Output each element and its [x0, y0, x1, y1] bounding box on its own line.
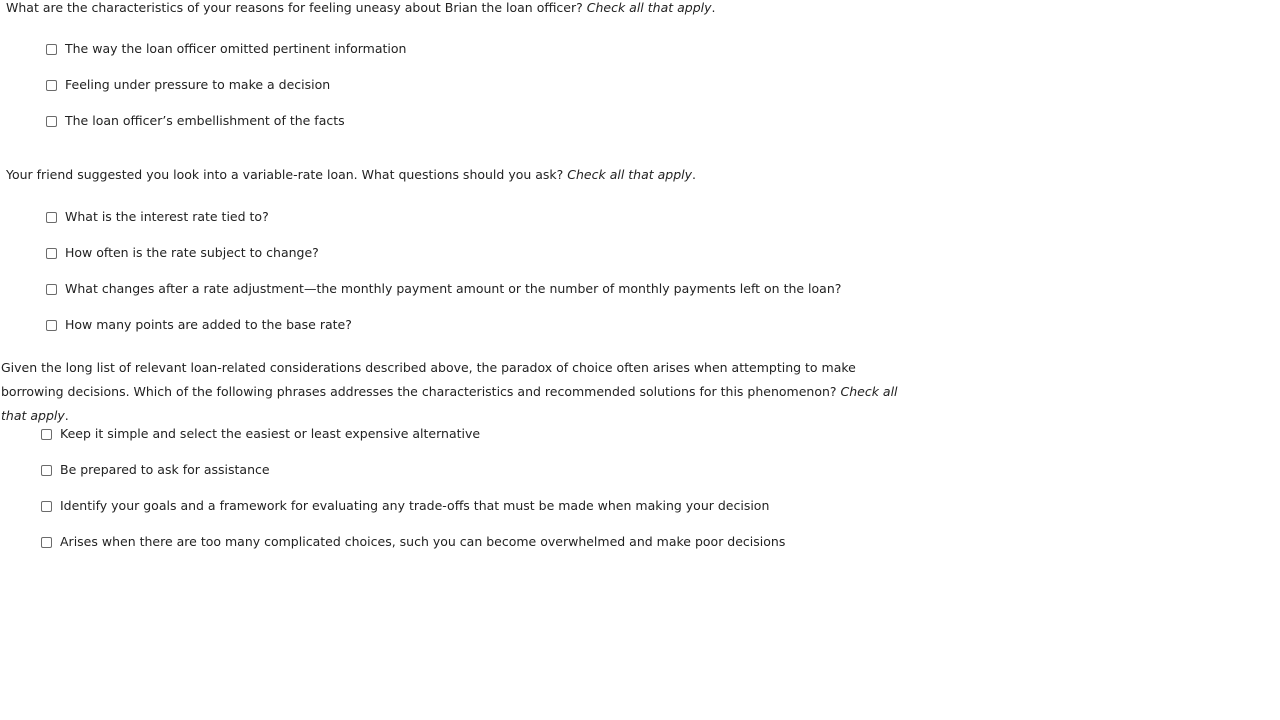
question-2-prompt: [6, 167, 696, 183]
question-2-text: Your friend suggested you look into a variable-rate loan. What questions should you ask?: [6, 167, 568, 182]
q3-option-3-checkbox[interactable]: [41, 501, 52, 512]
question-1-instruction: Check all that apply: [586, 0, 712, 15]
q1-option-1-label[interactable]: The way the loan officer omitted pertinent information: [65, 41, 407, 56]
q2-option-2[interactable]: [46, 245, 319, 261]
q1-option-2-label[interactable]: Feeling under pressure to make a decision: [65, 77, 331, 92]
q1-option-3-label[interactable]: The loan officer’s embellishment of the facts: [65, 113, 345, 128]
q2-option-1-label[interactable]: What is the interest rate tied to?: [65, 209, 269, 224]
q1-option-3[interactable]: [46, 113, 345, 129]
q2-option-1[interactable]: [46, 209, 269, 225]
q1-option-1-checkbox[interactable]: [46, 44, 57, 55]
q3-option-2[interactable]: [41, 462, 270, 478]
q2-option-4-checkbox[interactable]: [46, 320, 57, 331]
q3-option-1-label[interactable]: Keep it simple and select the easiest or least expensive alternative: [60, 426, 481, 441]
q2-option-3[interactable]: [46, 281, 841, 297]
q1-option-2-checkbox[interactable]: [46, 80, 57, 91]
q3-option-4[interactable]: [41, 534, 785, 550]
question-3-instruction: Check all that apply: [1, 384, 898, 423]
q2-option-4[interactable]: [46, 317, 352, 333]
q3-option-3[interactable]: [41, 498, 769, 514]
q2-option-3-label[interactable]: What changes after a rate adjustment—the monthly payment amount or the number of monthly payments left on the loan?: [65, 281, 842, 296]
q3-option-4-checkbox[interactable]: [41, 537, 52, 548]
q2-option-3-checkbox[interactable]: [46, 284, 57, 295]
q2-option-2-checkbox[interactable]: [46, 248, 57, 259]
question-1-period: .: [711, 0, 716, 15]
q3-option-1-checkbox[interactable]: [41, 429, 52, 440]
q3-option-4-label[interactable]: Arises when there are too many complicated choices, such you can become overwhelmed and make poor decisions: [60, 534, 786, 549]
question-1-text: What are the characteristics of your reasons for feeling uneasy about Brian the loan officer?: [6, 0, 587, 15]
question-2-period: .: [692, 167, 697, 182]
q3-option-3-label[interactable]: Identify your goals and a framework for evaluating any trade-offs that must be made when making your decision: [60, 498, 770, 513]
q3-option-1[interactable]: [41, 426, 480, 442]
question-1-prompt: [6, 0, 716, 16]
q1-option-1[interactable]: [46, 41, 406, 57]
q3-option-2-label[interactable]: Be prepared to ask for assistance: [60, 462, 270, 477]
q2-option-1-checkbox[interactable]: [46, 212, 57, 223]
question-3-text: Given the long list of relevant loan-related considerations described above, the paradox of choice often arises when attempting to make borrowing decisions. Which of the following phrases addresses the characteristics and recommended solutions for this phenomenon?: [1, 360, 856, 399]
q2-option-2-label[interactable]: How often is the rate subject to change?: [65, 245, 319, 260]
q1-option-2[interactable]: [46, 77, 330, 93]
question-3-period: .: [64, 408, 69, 423]
q2-option-4-label[interactable]: How many points are added to the base rate?: [65, 317, 352, 332]
question-2-instruction: Check all that apply: [567, 167, 693, 182]
q3-option-2-checkbox[interactable]: [41, 465, 52, 476]
question-3-prompt: [1, 356, 901, 428]
q1-option-3-checkbox[interactable]: [46, 116, 57, 127]
